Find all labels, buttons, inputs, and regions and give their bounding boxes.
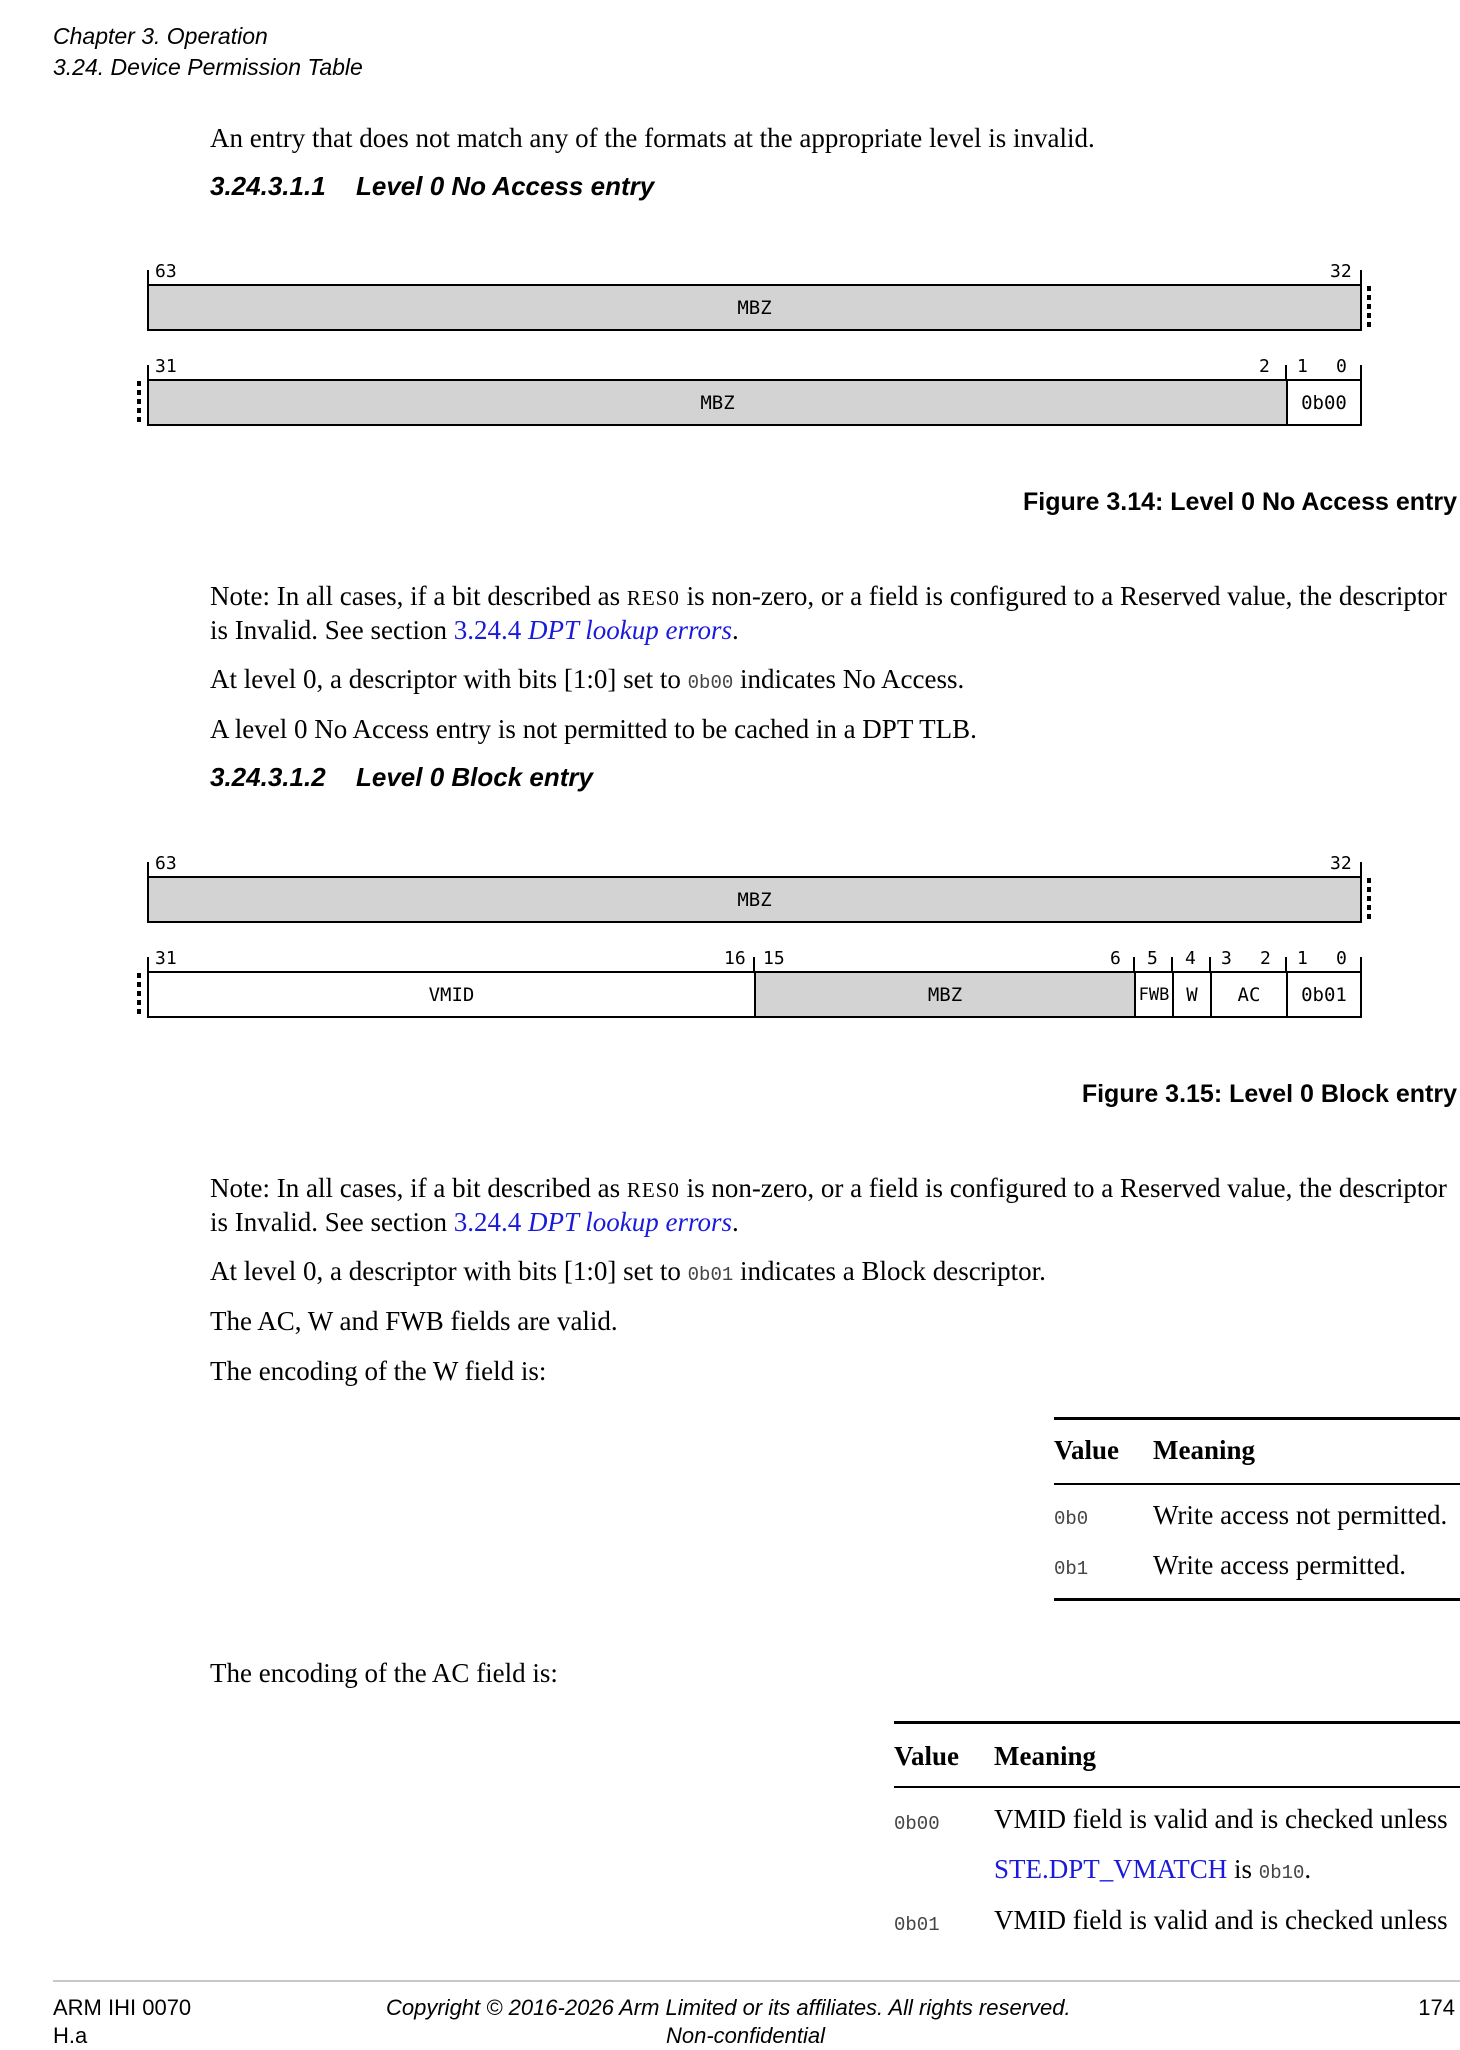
note-line-2	[210, 613, 739, 647]
register-row-upper	[147, 284, 1362, 331]
link-ste-dpt-vmatch[interactable]: STE.DPT_VMATCH	[994, 1854, 1228, 1884]
note-text: Note: In all cases, if a bit described as	[210, 1173, 627, 1203]
continuation-dots	[137, 973, 141, 1017]
bit-label-2: 2	[1259, 356, 1270, 377]
ac-encoding-table	[894, 1721, 1460, 1951]
link-title[interactable]: DPT lookup errors	[527, 1207, 732, 1237]
continuation-dots	[1367, 286, 1371, 330]
bit-tick	[147, 957, 149, 971]
text: indicates No Access.	[733, 664, 965, 694]
cell-meaning-continued	[994, 1854, 1311, 1885]
paragraph-w-encoding: The encoding of the W field is:	[210, 1356, 547, 1386]
cell-meaning: Write access not permitted.	[1153, 1500, 1448, 1530]
note-text: .	[731, 1207, 739, 1237]
bit-label-5: 5	[1147, 948, 1158, 969]
bit-tick	[147, 862, 149, 876]
field-mbz: MBZ	[147, 876, 1362, 923]
note-text: is non-zero, or a field is configured to a Reserved value, the descriptor	[679, 1173, 1447, 1203]
note-line-1	[210, 579, 1447, 615]
field-w: W	[1172, 971, 1210, 1018]
figure-caption: Figure 3.15: Level 0 Block entry	[1081, 1080, 1457, 1108]
bit-label-0: 0	[1336, 356, 1347, 377]
note-text: .	[731, 615, 739, 645]
register-row-lower	[147, 379, 1362, 426]
bit-tick	[1133, 957, 1135, 971]
cell-value: 0b00	[894, 1813, 940, 1835]
note-text: Note: In all cases, if a bit described as	[210, 581, 627, 611]
continuation-dots	[1367, 878, 1371, 922]
bit-label-16: 16	[724, 948, 746, 969]
res0-term: RES0	[626, 1178, 680, 1202]
paragraph-valid-fields: The AC, W and FWB fields are valid.	[210, 1306, 618, 1336]
note-text: is Invalid. See section	[210, 1207, 454, 1237]
code-value: 0b00	[687, 672, 734, 694]
bit-label-63: 63	[155, 261, 177, 282]
paragraph-ac-encoding: The encoding of the AC field is:	[210, 1658, 558, 1688]
cell-value: 0b0	[1054, 1508, 1089, 1530]
intro-paragraph: An entry that does not match any of the formats at the appropriate level is invalid.	[210, 123, 1095, 153]
field-mbz: MBZ	[147, 284, 1362, 331]
section-number: 3.24.3.1.2	[210, 762, 326, 792]
cell-meaning: VMID field is valid and is checked unless	[994, 1905, 1448, 1935]
bit-tick	[1360, 957, 1362, 971]
figure-caption: Figure 3.14: Level 0 No Access entry	[1023, 488, 1457, 516]
bit-tick	[1360, 270, 1362, 284]
field-vmid: VMID	[147, 971, 754, 1018]
bit-label-6: 6	[1110, 948, 1121, 969]
register-row-upper	[147, 876, 1362, 923]
field-type-0b00: 0b00	[1286, 379, 1362, 426]
section-title: Level 0 No Access entry	[356, 171, 655, 201]
register-row-lower	[147, 971, 1362, 1018]
link-dpt-lookup-errors[interactable]	[454, 615, 732, 645]
bit-tick	[753, 957, 755, 971]
text: At level 0, a descriptor with bits [1:0] set to	[210, 664, 688, 694]
bit-label-63: 63	[155, 853, 177, 874]
cell-meaning: Write access permitted.	[1153, 1550, 1407, 1580]
cell-value: 0b01	[894, 1914, 940, 1936]
bit-label-3: 3	[1221, 948, 1232, 969]
table-header-rule	[894, 1786, 1460, 1788]
w-encoding-table	[1054, 1417, 1460, 1602]
bit-tick	[1360, 862, 1362, 876]
table-header-meaning: Meaning	[1153, 1435, 1256, 1465]
table-header-rule	[1054, 1483, 1460, 1485]
bit-label-32: 32	[1330, 853, 1352, 874]
footer-version: H.a	[53, 2023, 88, 2048]
link-dpt-lookup-errors[interactable]	[454, 1207, 732, 1237]
bit-label-15: 15	[763, 948, 785, 969]
paragraph-block-bits	[210, 1254, 1046, 1292]
table-header-meaning: Meaning	[994, 1741, 1097, 1771]
note-text: is non-zero, or a field is configured to a Reserved value, the descriptor	[679, 581, 1447, 611]
bit-label-1: 1	[1297, 356, 1308, 377]
code-value: 0b10	[1258, 1862, 1305, 1884]
section-heading-block	[210, 761, 593, 793]
link-number[interactable]: 3.24.4	[453, 615, 522, 645]
running-header-section: 3.24. Device Permission Table	[53, 54, 363, 80]
bit-tick	[1209, 957, 1211, 971]
note-line-2	[210, 1205, 739, 1239]
code-value: 0b01	[687, 1264, 734, 1286]
cell-value: 0b1	[1054, 1558, 1089, 1580]
table-bottom-rule	[1054, 1598, 1460, 1601]
note-line-1	[210, 1171, 1447, 1207]
field-mbz: MBZ	[147, 379, 1286, 426]
section-number: 3.24.3.1.1	[210, 171, 326, 201]
bit-label-31: 31	[155, 356, 177, 377]
footer-page-number: 174	[1418, 1995, 1455, 2020]
text: is	[1227, 1854, 1259, 1884]
bit-tick	[147, 270, 149, 284]
paragraph-no-access-bits	[210, 662, 964, 700]
text: At level 0, a descriptor with bits [1:0] set to	[210, 1256, 688, 1286]
table-header-value: Value	[1054, 1435, 1120, 1465]
bit-label-31: 31	[155, 948, 177, 969]
cell-meaning: VMID field is valid and is checked unless	[994, 1804, 1448, 1834]
field-fwb: FWB	[1134, 971, 1172, 1018]
link-number[interactable]: 3.24.4	[453, 1207, 522, 1237]
bit-label-2: 2	[1260, 948, 1271, 969]
footer-confidentiality: Non-confidential	[666, 2023, 825, 2048]
section-title: Level 0 Block entry	[356, 762, 593, 792]
text: .	[1304, 1854, 1312, 1884]
bit-label-32: 32	[1330, 261, 1352, 282]
paragraph-no-access-cache: A level 0 No Access entry is not permitted to be cached in a DPT TLB.	[210, 714, 977, 744]
running-header-chapter: Chapter 3. Operation	[53, 23, 268, 49]
footer-doc-id: ARM IHI 0070	[53, 1995, 192, 2020]
bit-label-0: 0	[1336, 948, 1347, 969]
bit-tick	[147, 365, 149, 379]
bit-label-4: 4	[1185, 948, 1196, 969]
bit-tick	[1360, 365, 1362, 379]
table-top-rule	[1054, 1417, 1460, 1420]
continuation-dots	[137, 381, 141, 425]
res0-term: RES0	[626, 586, 680, 610]
table-header-value: Value	[894, 1741, 960, 1771]
text: indicates a Block descriptor.	[733, 1256, 1046, 1286]
bit-tick	[1171, 957, 1173, 971]
footer-copyright: Copyright © 2016-2026 Arm Limited or its affiliates. All rights reserved.	[386, 1995, 1071, 2020]
field-mbz: MBZ	[754, 971, 1134, 1018]
footer-divider	[53, 1980, 1460, 1982]
field-ac: AC	[1210, 971, 1286, 1018]
table-top-rule	[894, 1721, 1460, 1724]
field-type-0b01: 0b01	[1286, 971, 1362, 1018]
bit-tick	[1285, 365, 1287, 379]
section-heading-no-access	[210, 170, 654, 202]
bit-label-1: 1	[1297, 948, 1308, 969]
bit-tick	[1285, 957, 1287, 971]
link-title[interactable]: DPT lookup errors	[527, 615, 732, 645]
note-text: is Invalid. See section	[210, 615, 454, 645]
